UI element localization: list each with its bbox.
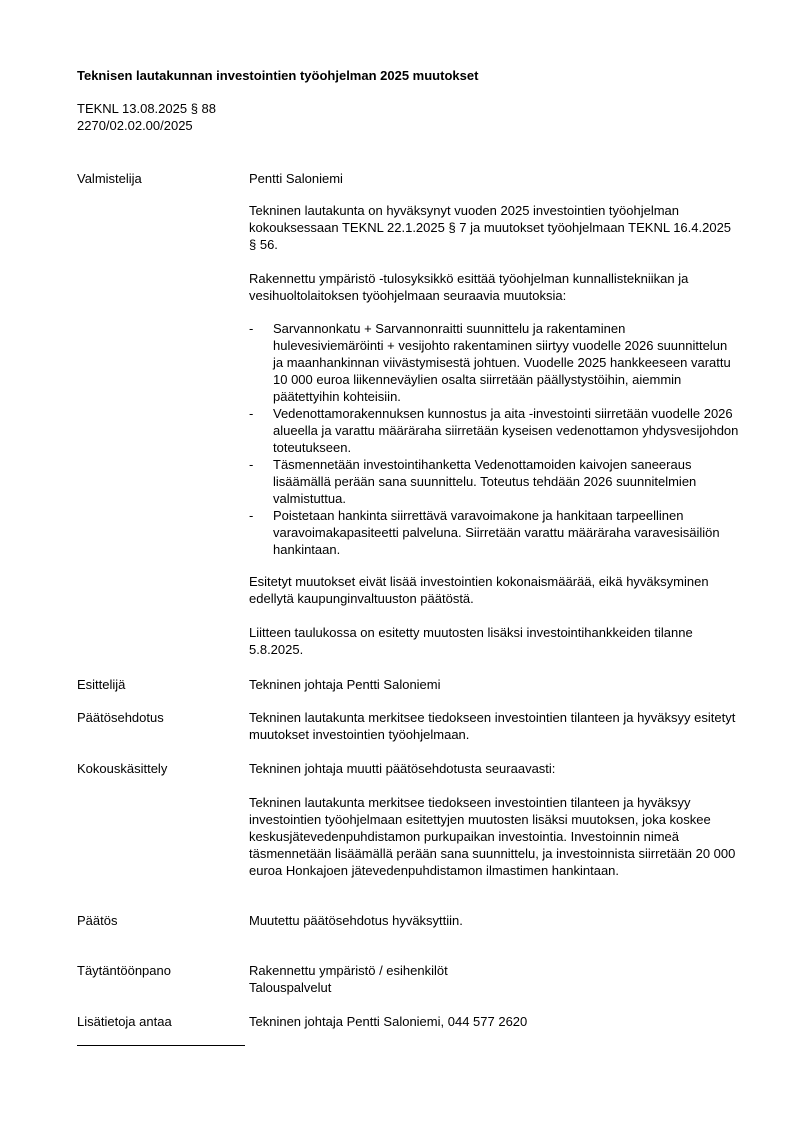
esittelija-value: Tekninen johtaja Pentti Saloniemi	[249, 677, 441, 692]
list-item-text: Vedenottamorakennuksen kunnostus ja aita -investointi siirretään vuodelle 2026 alueella ja varattu määräraha siirretään kyseisen vedenottamon yhdysvesijohdon toteutukseen.	[273, 406, 739, 455]
lisatietoja-label: Lisätietoja antaa	[77, 1014, 172, 1029]
list-item	[249, 320, 739, 405]
paatosehdotus-label: Päätösehdotus	[77, 710, 164, 725]
changes-list	[249, 320, 739, 558]
lisatietoja-value: Tekninen johtaja Pentti Saloniemi, 044 577 2620	[249, 1014, 528, 1029]
valmistelija-paragraph-2: Rakennettu ympäristö -tulosyksikkö esittää työohjelman kunnallistekniikan ja vesihuoltolaitoksen työohjelmaan seuraavia muutoksia:	[249, 271, 689, 303]
kokouskasittely-label: Kokouskäsittely	[77, 761, 168, 776]
case-number: 2270/02.02.00/2025	[77, 118, 193, 133]
bullet-marker: -	[249, 457, 254, 472]
paatosehdotus-value: Tekninen lautakunta merkitsee tiedokseen investointien tilanteen ja hyväksyy esitetyt muutokset investointien työohjelmaan.	[249, 710, 736, 742]
valmistelija-label: Valmistelija	[77, 171, 142, 186]
valmistelija-name: Pentti Saloniemi	[249, 171, 343, 186]
bullet-marker: -	[249, 508, 254, 523]
kokouskasittely-value-1: Tekninen johtaja muutti päätösehdotusta seuraavasti:	[249, 761, 556, 776]
kokouskasittely-value-2: Tekninen lautakunta merkitsee tiedokseen investointien tilanteen ja hyväksyy investointien työohjelmaan esitettyjen muutosten lisäksi muutoksen, joka koskee keskusjätevedenpuhdistamon purkupaikan investointia. Investoinnin nimeä täsmennetään lisäämällä perään sana suunnittelu, ja investoinnista siirretään 20 000 euroa Honkajoen jätevedenpuhdistamon ilmastimen hankintaan.	[249, 795, 736, 878]
esittelija-label: Esittelijä	[77, 677, 126, 692]
document-title: Teknisen lautakunnan investointien työohjelman 2025 muutokset	[77, 68, 479, 83]
bullet-marker: -	[249, 406, 254, 421]
list-item-text: Poistetaan hankinta siirrettävä varavoimakone ja hankitaan tarpeellinen varavoimakapasiteetti palveluna. Siirretään varattu määräraha varavesisäiliön hankintaan.	[273, 508, 720, 557]
list-item	[249, 405, 739, 456]
document-reference	[77, 100, 216, 134]
taytantoonpano-line-2: Talouspalvelut	[249, 980, 332, 995]
list-item	[249, 456, 739, 507]
valmistelija-paragraph-4: Liitteen taulukossa on esitetty muutosten lisäksi investointihankkeiden tilanne 5.8.2025.	[249, 625, 693, 657]
paatos-label: Päätös	[77, 913, 118, 928]
bullet-marker: -	[249, 321, 254, 336]
list-item-text: Täsmennetään investointihanketta Vedenottamoiden kaivojen saneeraus lisäämällä perään sana suunnittelu. Toteutus tehdään 2026 suunnitelmien valmistuttua.	[273, 457, 697, 506]
taytantoonpano-value	[249, 962, 739, 996]
footer-divider	[77, 1045, 245, 1046]
valmistelija-paragraph-3: Esitetyt muutokset eivät lisää investointien kokonaismäärää, eikä hyväksyminen edellytä kaupunginvaltuuston päätöstä.	[249, 574, 709, 606]
taytantoonpano-line-1: Rakennettu ympäristö / esihenkilöt	[249, 963, 448, 978]
taytantoonpano-label: Täytäntöönpano	[77, 963, 171, 978]
list-item	[249, 507, 739, 558]
paatos-value: Muutettu päätösehdotus hyväksyttiin.	[249, 913, 463, 928]
list-item-text: Sarvannonkatu + Sarvannonraitti suunnittelu ja rakentaminen hulevesiviemäröinti + vesijohto rakentaminen siirtyy vuodelle 2026 suunnittelun ja maanhankinnan viivästymisestä johtuen. Vuodelle 2025 hankkeeseen varattu 10 000 euroa liikenneväylien osalta siirretään päällystystöihin, aiemmin päätettyihin kohteisiin.	[273, 321, 731, 404]
valmistelija-paragraph-1: Tekninen lautakunta on hyväksynyt vuoden 2025 investointien työohjelman kokouksessaan TEKNL 22.1.2025 § 7 ja muutokset työohjelmaan TEKNL 16.4.2025 § 56.	[249, 203, 732, 252]
meeting-reference: TEKNL 13.08.2025 § 88	[77, 101, 217, 116]
